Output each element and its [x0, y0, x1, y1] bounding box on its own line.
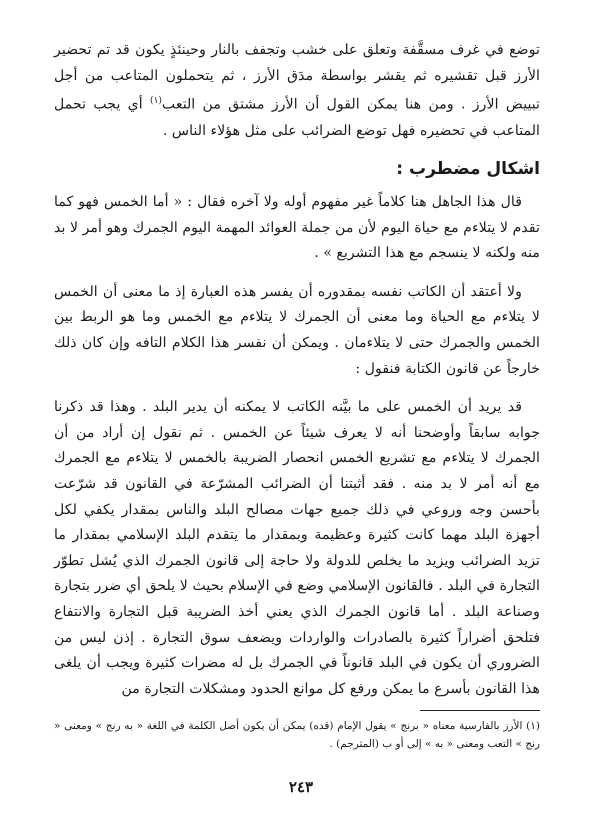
paragraph-gap	[54, 382, 540, 395]
page-number: ٢٤٣	[288, 778, 314, 796]
footnote: (١) الأرز بالفارسية معناه « برنج » يقول الإمام (قده) يمكن أن يكون أصل الكلمة في اللغة « به رنج » ومعنى « رنج » التعب ومعنى « به » إلى أو ب (المترجم) .	[54, 720, 540, 751]
body-paragraph-2: ولا أعتقد أن الكاتب نفسه بمقدوره أن يفسر هذه العبارة إذ ما معنى أن الخمس لا يتلاءم مع الحياة وما معنى أن الجمرك لا يتلاءم مع الخمس وما هو الربط بين الخمس والجمرك حتى لا يتلاءمان . ويمكن أن نفسر هذا الكلام التافه وإن كان ذلك خارجاً عن قانون الكتابة فنقول :	[54, 283, 540, 377]
section-heading: اشكال مضطرب :	[396, 159, 540, 180]
intro-text-continued: أي يجب تحمل المتاعب في تحضيره فهل توضع الضرائب على مثل هؤلاء الناس .	[54, 96, 540, 139]
intro-paragraph	[54, 38, 540, 144]
body-paragraph-1: قال هذا الجاهل هنا كلاماً غير مفهوم أوله ولا آخره فقال : « أما الخمس فهو كما تقدم لا يتلاءم مع حياة اليوم لأن من جملة العوائد المهمة اليوم الجمرك وهو أمر لا بد منه ولكنه لا ينسجم مع هذا التشريع » .	[54, 194, 540, 262]
paragraph-gap	[54, 267, 540, 280]
intro-text: توضع في غرف مسقَّفة وتعلق على خشب وتجفف بالنار وحينئذٍ يكون قد تم تحضير الأرز قبل تقشيره ثم يقشر بواسطة مدَق الأرز ، ثم يتحملون المتاعب من أجل تبييض الأرز . ومن هنا يمكن القول أن الأرز مشتق من التعب	[54, 42, 541, 113]
body-paragraph-3: قد يريد أن الخمس على ما بيَّنه الكاتب لا يمكنه أن يدير البلد . وهذا قد ذكرنا جوابه سابقاً وأوضحنا أنه لا يعرف شيئاً عن الخمس . ثم نقول إن أراد من أن الجمرك لا يتلاءم مع تشريع الخمس انحصار الضريبة بالخمس لا يتلاءم مع الجمرك مع أنه أمر لا بد منه . فقد أثبتنا أن الضرائب المشرّعة في القانون قد شرّعت بأحسن وجه وروعي في ذلك جميع جهات مصالح البلد والناس بمقدار يكفي لكل أجهزة البلد مهما كانت كثيرة وعظيمة وبمقدار ما يتقدم البلد الإسلامي بمقدار ما تزيد الضرائب ويزيد ما يخلص للدولة ولا حاجة إلى قانون الجمرك الذي يُشل تطوّر التجارة في البلد . فالقانون الإسلامي وضع في الإسلام بحيث لا يلحق أي ضرر بتجارة وصناعة البلد . أما قانون الجمرك الذي يعني أخذ الضريبة قبل التجارة والانتفاع فتلحق أضراراً كثيرة بالصادرات والواردات ويضعف سوق التجارة . إذن ليس من الضروري أن يكون في البلد قانوناً في الجمرك بل له مضرات كثيرة ويجب أن يلغى هذا القانون بأسرع ما يمكن ورفع كل موانع الحدود ومشكلات التجارة من	[54, 399, 540, 697]
footnote-reference[interactable]: (١)	[150, 96, 162, 107]
footnote-divider	[420, 710, 540, 711]
